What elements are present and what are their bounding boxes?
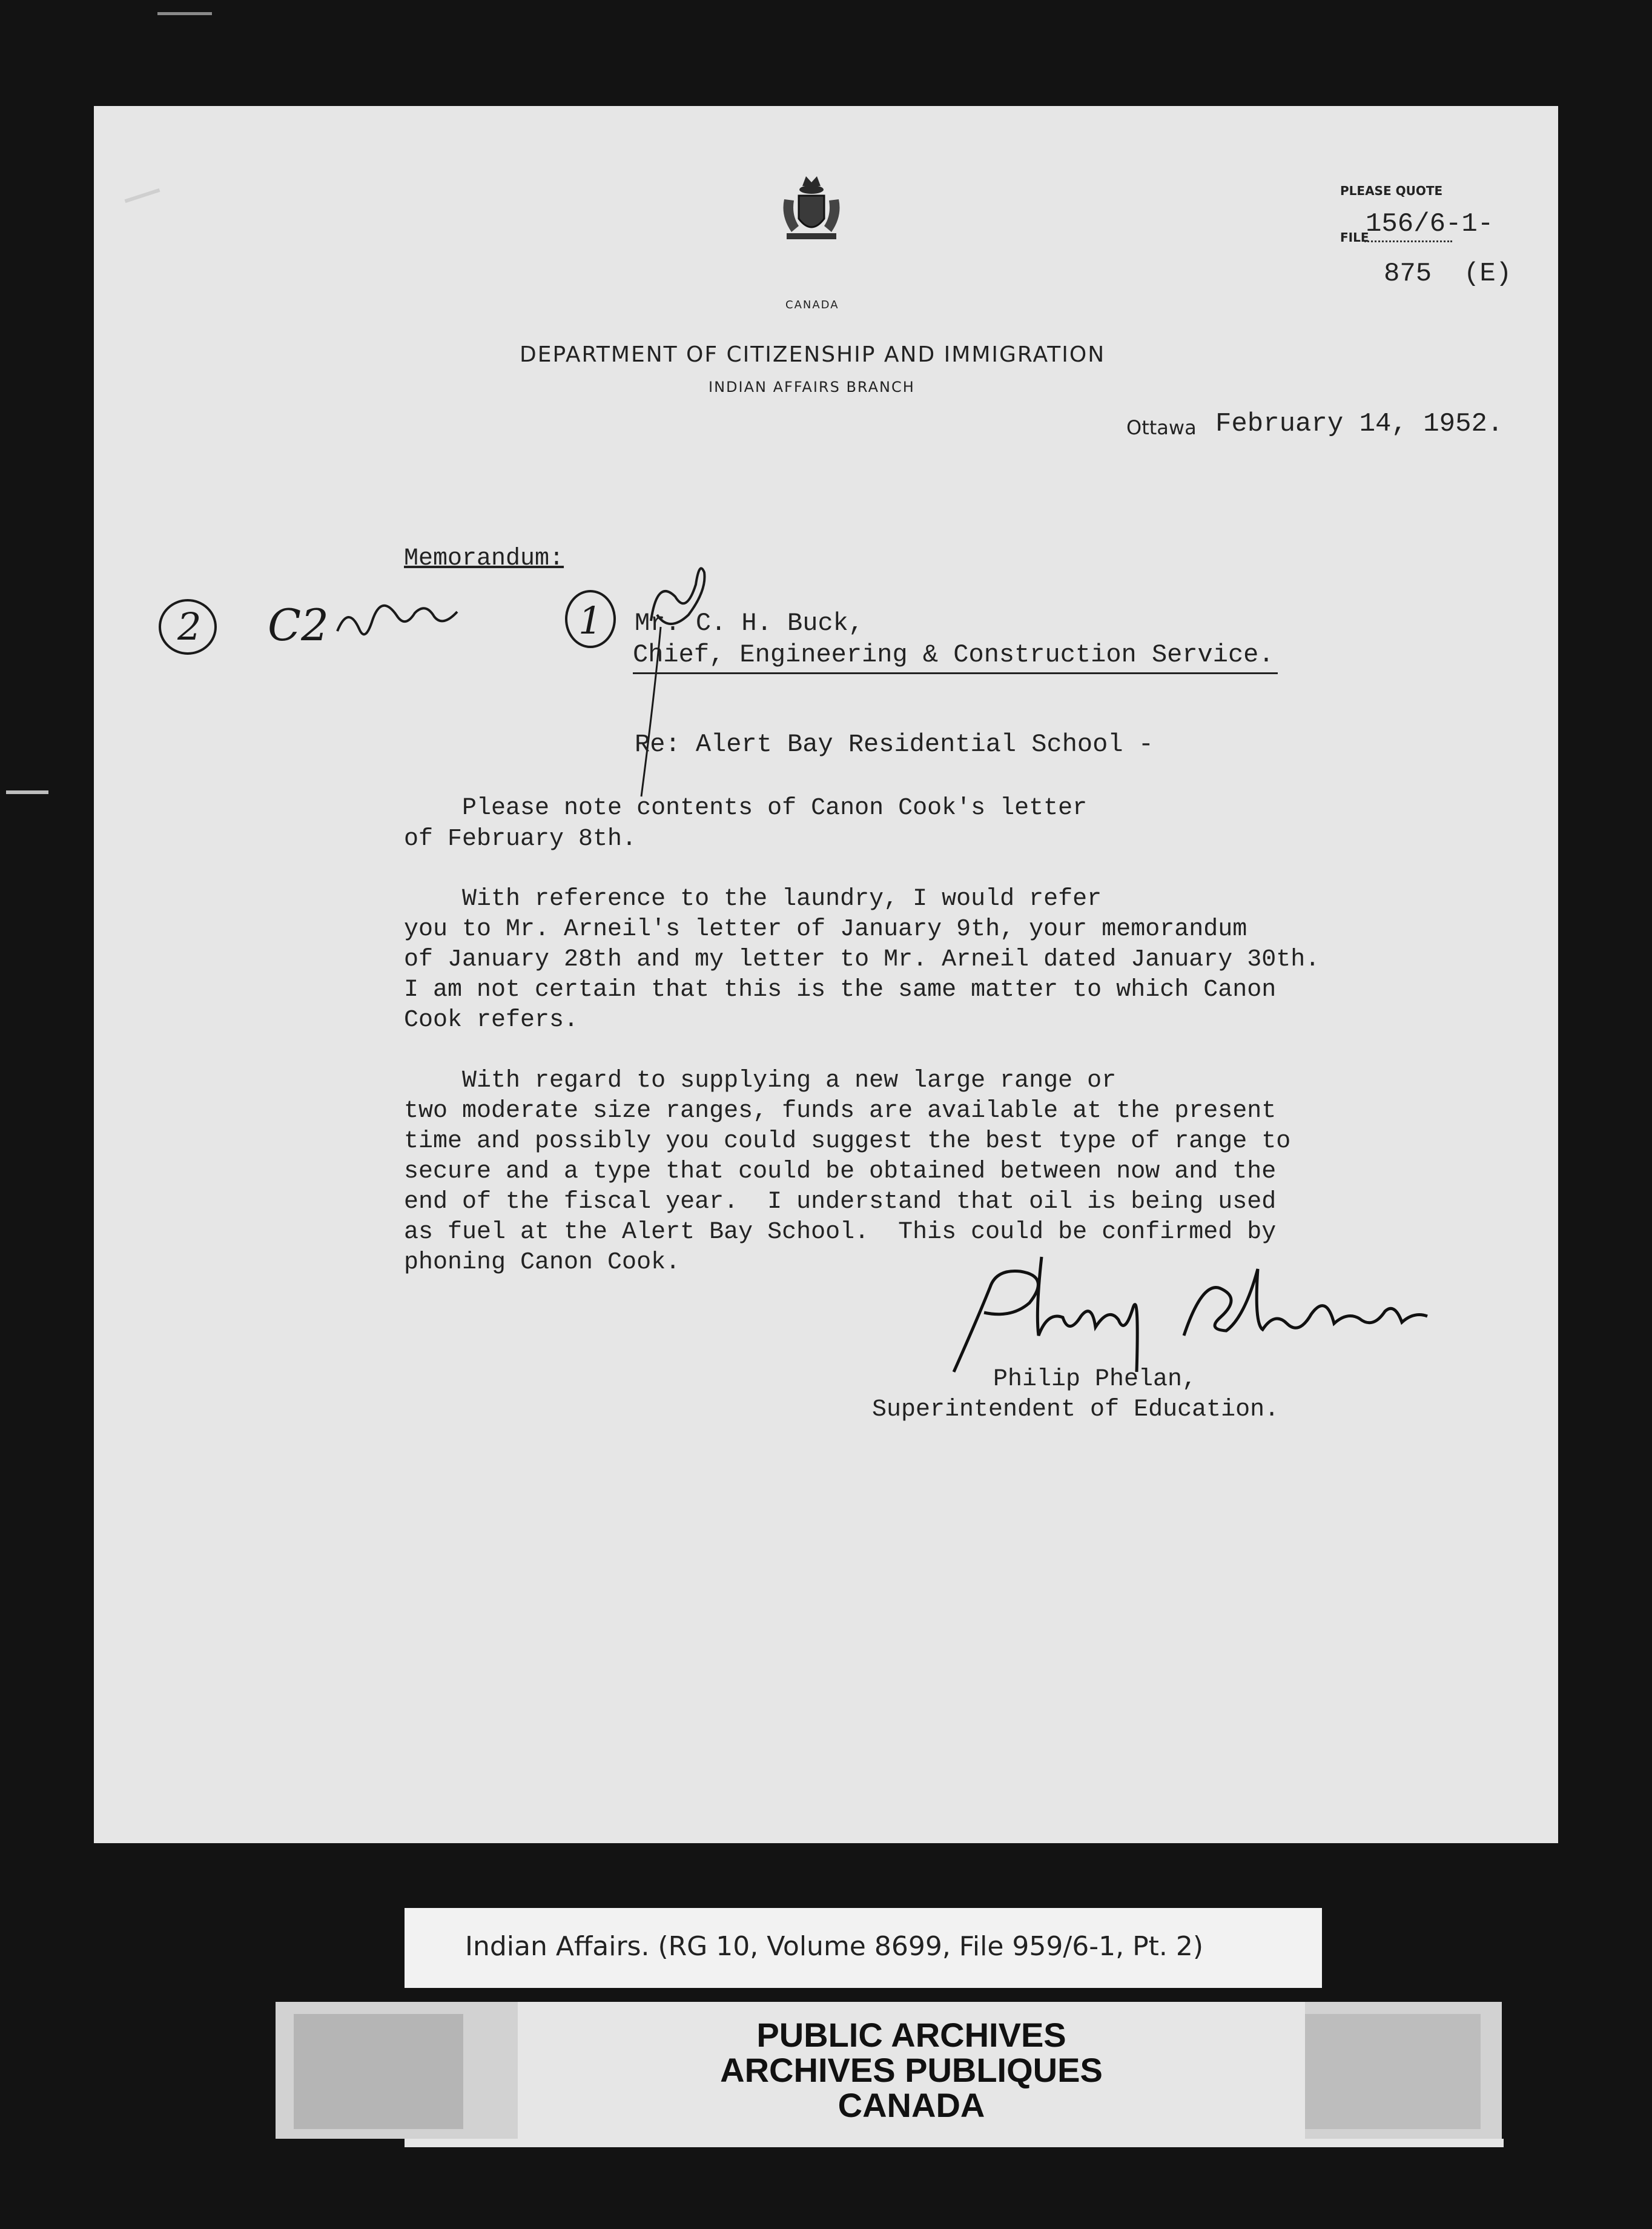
margin-mark <box>6 790 48 794</box>
para3-line: secure and a type that could be obtained between now and the <box>404 1158 1277 1185</box>
tape-left <box>294 2014 463 2129</box>
handwritten-note: C2 <box>268 600 329 651</box>
para2-line: of January 28th and my letter to Mr. Arneil dated January 30th. <box>404 946 1320 973</box>
file-suffix: 875 (E) <box>1384 259 1512 289</box>
recipient-underline <box>633 672 1278 674</box>
please-quote-label: PLEASE QUOTE <box>1340 184 1443 198</box>
file-number: 156/6-1- <box>1366 209 1494 239</box>
stamp-bottom-strip <box>405 2139 1504 2147</box>
circled-number-one: 1 <box>578 598 603 643</box>
handwritten-scribble <box>330 575 469 645</box>
stamp-label <box>518 2002 1305 2139</box>
signature <box>899 1245 1505 1384</box>
memo-subject: Re: Alert Bay Residential School - <box>635 730 1154 759</box>
memo-heading: Memorandum: <box>404 545 564 572</box>
archive-caption-text: Indian Affairs. (RG 10, Volume 8699, File 959/6-1, Pt. 2) <box>465 1931 1203 1962</box>
file-number-rule <box>1364 240 1452 242</box>
signer-title: Superintendent of Education. <box>872 1396 1280 1423</box>
stamp-line-1: PUBLIC ARCHIVES <box>756 2016 1066 2054</box>
para3-line: end of the fiscal year. I understand that oil is being used <box>404 1188 1277 1216</box>
country-label: CANADA <box>785 299 839 311</box>
para2-line: With reference to the laundry, I would refer <box>404 886 1102 913</box>
para3-line: as fuel at the Alert Bay School. This could be confirmed by <box>404 1219 1277 1246</box>
stamp-line-2: ARCHIVES PUBLIQUES <box>720 2051 1103 2089</box>
para3-line: two moderate size ranges, funds are available at the present <box>404 1098 1277 1125</box>
para3-line: phoning Canon Cook. <box>404 1249 681 1276</box>
place-label: Ottawa <box>1126 416 1197 439</box>
recipient-title: Chief, Engineering & Construction Service. <box>633 640 1274 669</box>
letter-date: February 14, 1952. <box>1215 409 1504 439</box>
branch-name: INDIAN AFFAIRS BRANCH <box>709 379 915 396</box>
tape-right <box>1305 2014 1481 2129</box>
circled-number-two: 2 <box>177 604 202 649</box>
margin-mark <box>157 12 212 15</box>
para1-line: of February 8th. <box>404 826 637 853</box>
archive-caption-label <box>405 1908 1322 1988</box>
handwritten-scribble <box>633 542 724 809</box>
recipient-name: Mr. C. H. Buck, <box>635 609 864 638</box>
department-name: DEPARTMENT OF CITIZENSHIP AND IMMIGRATION <box>520 342 1106 367</box>
archives-stamp <box>276 2002 1502 2139</box>
letter-page <box>94 106 1558 1843</box>
signer-name: Philip Phelan, <box>993 1366 1197 1393</box>
para2-line: I am not certain that this is the same matter to which Canon <box>404 976 1277 1004</box>
coat-of-arms-icon <box>778 173 845 245</box>
file-label: FILE <box>1340 230 1369 245</box>
para2-line: you to Mr. Arneil's letter of January 9th, your memorandum <box>404 916 1247 943</box>
stamp-line-3: CANADA <box>838 2086 985 2124</box>
para3-line: time and possibly you could suggest the best type of range to <box>404 1128 1291 1155</box>
para1-line: Please note contents of Canon Cook's letter <box>404 795 1088 822</box>
para3-line: With regard to supplying a new large range or <box>404 1067 1117 1095</box>
para2-line: Cook refers. <box>404 1007 579 1034</box>
